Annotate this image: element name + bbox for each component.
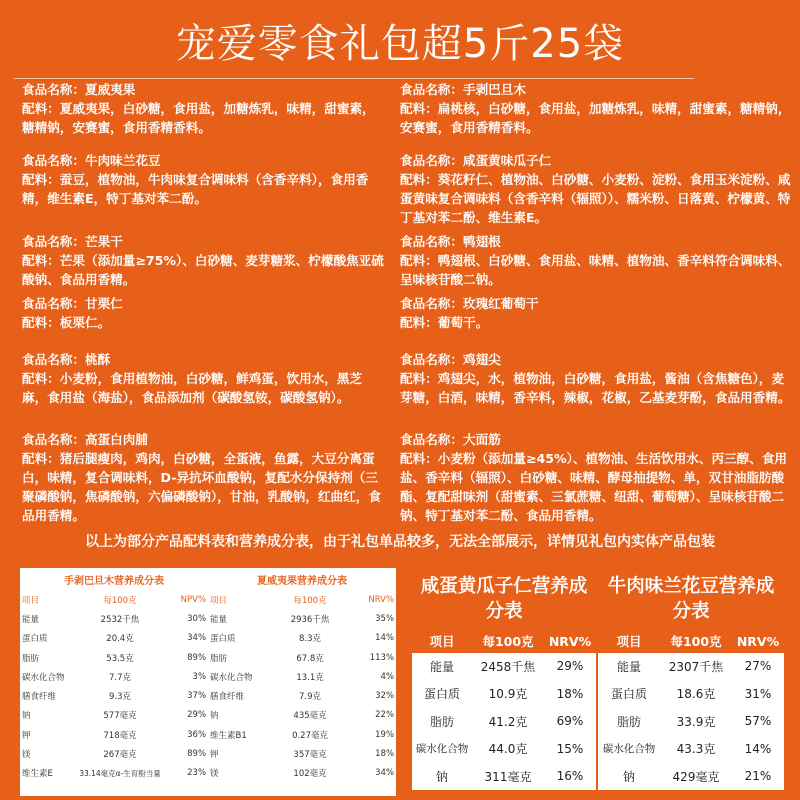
item-name: 食品名称：牛肉味兰花豆 — [22, 153, 161, 168]
table-row — [412, 708, 596, 735]
item-ingredients: 配料：葵花籽仁、植物油、白砂糖、小麦粉、淀粉、食用玉米淀粉、咸蛋黄味复合调味料（含香辛料（辐照））、糯米粉、日落黄、柠檬黄、特丁基对苯二酚、维生素E。 — [400, 172, 791, 225]
table-row — [208, 764, 396, 783]
cell: 69% — [556, 714, 584, 729]
cell: 113% — [369, 652, 395, 663]
cell: 能量 — [429, 659, 454, 674]
nutrition-table-broad-bean — [598, 568, 784, 790]
table-row — [20, 629, 208, 648]
item-name: 食品名称：高蛋白肉脯 — [22, 432, 148, 447]
cell: 16% — [556, 769, 584, 784]
ingredient-item — [22, 232, 392, 289]
cell: 89% — [187, 749, 207, 760]
item-ingredients: 配料：蚕豆，植物油，牛肉味复合调味料（含香辛料），食用香精，维生素E，特丁基对苯二酚。 — [22, 172, 369, 206]
cell: 7.7克 — [108, 672, 132, 683]
cell: 577毫克 — [103, 711, 137, 722]
cell: 蛋白质 — [423, 687, 460, 702]
col-header: 每100克 — [472, 630, 544, 653]
cell: 脂肪 — [616, 714, 641, 729]
cell: 311毫克 — [484, 769, 532, 784]
cell: 蛋白质 — [22, 634, 48, 645]
cell: 89% — [187, 652, 207, 663]
item-name: 食品名称：夏威夷果 — [22, 82, 136, 97]
cell: 18.6克 — [676, 687, 716, 702]
table-row — [208, 706, 396, 725]
table-row — [598, 735, 784, 762]
cell: 钠 — [435, 769, 448, 784]
cell: 7.9克 — [299, 692, 322, 703]
cell: 维生素B1 — [210, 730, 247, 741]
cell: 19% — [375, 729, 395, 740]
col-header: 每100克 — [660, 630, 732, 653]
item-name: 食品名称：大面筋 — [400, 432, 501, 447]
cell: 27% — [744, 659, 772, 674]
table-row — [20, 706, 208, 725]
ingredient-item — [22, 294, 382, 332]
cell: 碳水化合物 — [415, 743, 469, 756]
item-ingredients: 配料：猪后腿瘦肉，鸡肉，白砂糖，全蛋液，鱼露，大豆分离蛋白，味精，复合调味料，D-异抗坏血酸钠，复配水分保持剂（三聚磷酸钠，焦磷酸钠，六偏磷酸钠），甘油，乳酸钠，红曲红，食品用香精。 — [22, 451, 381, 523]
cell: 膳食纤维 — [22, 692, 57, 703]
cell: 29% — [556, 659, 584, 674]
item-ingredients: 配料：小麦粉，食用植物油，白砂糖，鲜鸡蛋，饮用水，黑芝麻，食用盐（海盐），食品添加剂（碳酸氢铵，碳酸氢钠）。 — [22, 371, 363, 405]
table-row — [208, 609, 396, 628]
cell: 34% — [375, 768, 395, 779]
item-name: 食品名称：手剥巴旦木 — [400, 82, 526, 97]
cell: 碳水化合物 — [22, 672, 65, 683]
cell: 37% — [187, 691, 207, 702]
col-header: 项目 — [412, 630, 472, 653]
col-header: 每100克 — [103, 595, 137, 606]
table-row — [412, 680, 596, 707]
col-header: NRV% — [732, 630, 784, 653]
cell: 2458千焦 — [480, 659, 536, 674]
ingredient-item — [400, 151, 792, 227]
item-ingredients: 配料：鸭翅根、白砂糖、食用盐、味精、植物油、香辛料符合调味料、呈味核苷酸二钠。 — [400, 253, 791, 287]
table-row — [412, 762, 596, 790]
table-row — [20, 725, 208, 744]
item-name: 食品名称：鸭翅根 — [400, 234, 501, 249]
disclaimer-note: 以上为部分产品配料表和营养成分表，由于礼包单品较多，无法全部展示，详情见礼包内实体产品包装 — [85, 534, 715, 550]
table-row — [208, 629, 396, 648]
nutrition-panel-large — [412, 568, 784, 790]
cell: 718毫克 — [103, 730, 137, 741]
col-header: NPV% — [180, 594, 207, 605]
cell: 脂肪 — [429, 714, 454, 729]
item-name: 食品名称：鸡翅尖 — [400, 352, 501, 367]
cell: 3% — [192, 671, 207, 682]
item-name: 食品名称：桃酥 — [22, 352, 111, 367]
table-row — [208, 725, 396, 744]
cell: 31% — [744, 686, 772, 701]
table-row — [208, 686, 396, 705]
cell: 2936千焦 — [290, 614, 330, 625]
cell: 267毫克 — [103, 750, 137, 761]
item-ingredients: 配料：小麦粉（添加量≥45%）、植物油、生活饮用水、丙三醇、食用盐、香辛料（辐照）、白砂糖、味精、酵母抽提物、单，双甘油脂肪酸酯、复配甜味剂（甜蜜素、三氯蔗糖、纽甜、葡萄糖）、呈味核苷酸二钠、特丁基对苯二酚、食品用香精。 — [400, 451, 788, 523]
cell: 36% — [187, 729, 207, 740]
cell: 13.1克 — [296, 672, 324, 683]
table-row — [20, 667, 208, 686]
cell: 0.27毫克 — [292, 730, 328, 741]
cell: 41.2克 — [488, 714, 528, 729]
cell: 9.3克 — [108, 692, 132, 703]
ingredient-item — [22, 151, 382, 208]
cell: 蛋白质 — [210, 634, 236, 645]
cell: 2307千焦 — [668, 659, 724, 674]
nutrition-table-almond — [20, 568, 208, 783]
table-row — [598, 680, 784, 707]
item-name: 食品名称：芒果干 — [22, 234, 123, 249]
cell: 435毫克 — [293, 711, 327, 722]
item-ingredients: 配料：芒果（添加量≥75%）、白砂糖、麦芽糖浆、柠檬酸焦亚硫酸钠、食品用香精。 — [22, 253, 384, 287]
item-ingredients: 配料：扁桃核，白砂糖，食用盐，加糖炼乳，味精，甜蜜素，糖精钠，安赛蜜，食用香精香料。 — [400, 101, 791, 135]
cell: 22% — [375, 710, 395, 721]
col-header: 每100克 — [293, 595, 327, 606]
cell: 67.8克 — [296, 653, 324, 664]
item-ingredients: 配料：鸡翅尖，水，植物油，白砂糖，食用盐，酱油（含焦糖色），麦芽糖，白酒，味精，香辛料，辣椒，花椒，乙基麦芽酚，食品用香精。 — [400, 371, 791, 405]
cell: 429毫克 — [672, 769, 720, 784]
table-row — [412, 735, 596, 762]
table-row — [598, 762, 784, 790]
cell: 维生素E — [22, 769, 53, 780]
nutrition-table-macadamia — [208, 568, 396, 783]
ingredient-item — [22, 80, 382, 137]
item-ingredients: 配料：葡萄干。 — [400, 315, 489, 330]
nutrition-table-sunflower — [412, 568, 596, 790]
cell: 18% — [556, 686, 584, 701]
cell: 8.3克 — [299, 634, 322, 645]
cell: 2532千焦 — [100, 614, 140, 625]
table-row — [208, 648, 396, 667]
cell: 43.3克 — [676, 742, 716, 757]
table-title: 咸蛋黄瓜子仁营养成分表 — [412, 568, 596, 630]
cell: 14% — [375, 633, 395, 644]
ingredient-item — [400, 80, 792, 137]
cell: 35% — [375, 613, 395, 624]
cell: 碳水化合物 — [602, 743, 656, 756]
cell: 57% — [744, 714, 772, 729]
col-header: 项目 — [598, 630, 660, 653]
cell: 4% — [380, 671, 395, 682]
ingredient-item — [22, 350, 382, 407]
table-title: 牛肉味兰花豆营养成分表 — [598, 568, 784, 630]
nutrition-panel-small — [20, 568, 396, 796]
table-row — [208, 744, 396, 763]
table-row — [598, 653, 784, 680]
cell: 能量 — [22, 614, 40, 625]
table-row — [208, 667, 396, 686]
item-ingredients: 配料：夏威夷果，白砂糖，食用盐，加糖炼乳，味精，甜蜜素，糖精钠，安赛蜜，食用香精香料。 — [22, 101, 375, 135]
cell: 钠 — [622, 769, 635, 784]
page-title: 宠爱零食礼包超5斤25袋 — [175, 21, 625, 67]
cell: 钠 — [22, 711, 31, 722]
cell: 蛋白质 — [610, 687, 647, 702]
cell: 膳食纤维 — [210, 692, 245, 703]
ingredient-item — [400, 350, 792, 407]
cell: 18% — [375, 749, 395, 760]
divider — [14, 78, 694, 79]
cell: 29% — [187, 710, 207, 721]
cell: 能量 — [210, 614, 228, 625]
table-title: 夏威夷果营养成分表 — [257, 575, 348, 587]
ingredient-item — [400, 430, 792, 525]
cell: 53.5克 — [106, 653, 134, 664]
item-name: 食品名称：甘栗仁 — [22, 296, 123, 311]
col-header: 项目 — [22, 595, 40, 606]
table-row — [20, 648, 208, 667]
table-row — [412, 653, 596, 680]
cell: 32% — [375, 691, 395, 702]
cell: 44.0克 — [488, 742, 528, 757]
col-header: NRV% — [544, 630, 596, 653]
cell: 脂肪 — [210, 653, 228, 664]
ingredient-item — [400, 232, 792, 289]
cell: 能量 — [616, 659, 641, 674]
cell: 钾 — [210, 750, 219, 761]
cell: 34% — [187, 633, 207, 644]
cell: 357毫克 — [293, 750, 327, 761]
item-name: 食品名称：咸蛋黄味瓜子仁 — [400, 153, 552, 168]
table-title: 手剥巴旦木营养成分表 — [64, 575, 165, 587]
cell: 21% — [744, 769, 772, 784]
col-header: 项目 — [210, 595, 228, 606]
cell: 镁 — [22, 750, 31, 761]
item-name: 食品名称：玫瑰红葡萄干 — [400, 296, 539, 311]
cell: 10.9克 — [488, 687, 528, 702]
table-row — [20, 764, 208, 783]
cell: 钠 — [210, 711, 219, 722]
table-row — [598, 708, 784, 735]
ingredient-item — [22, 430, 382, 525]
cell: 14% — [744, 741, 772, 756]
col-header: NRV% — [368, 594, 395, 605]
cell: 镁 — [210, 769, 219, 780]
ingredient-item — [400, 294, 792, 332]
table-row — [20, 686, 208, 705]
table-row — [20, 744, 208, 763]
item-ingredients: 配料：板栗仁。 — [22, 315, 111, 330]
cell: 33.14毫克α-生育酚当量 — [79, 768, 161, 778]
cell: 钾 — [22, 730, 31, 741]
cell: 33.9克 — [676, 714, 716, 729]
cell: 102毫克 — [293, 769, 327, 780]
cell: 30% — [187, 613, 207, 624]
cell: 23% — [187, 768, 207, 779]
cell: 20.4克 — [106, 634, 134, 645]
cell: 碳水化合物 — [210, 672, 253, 683]
cell: 15% — [556, 741, 584, 756]
table-row — [20, 609, 208, 628]
cell: 脂肪 — [22, 653, 40, 664]
